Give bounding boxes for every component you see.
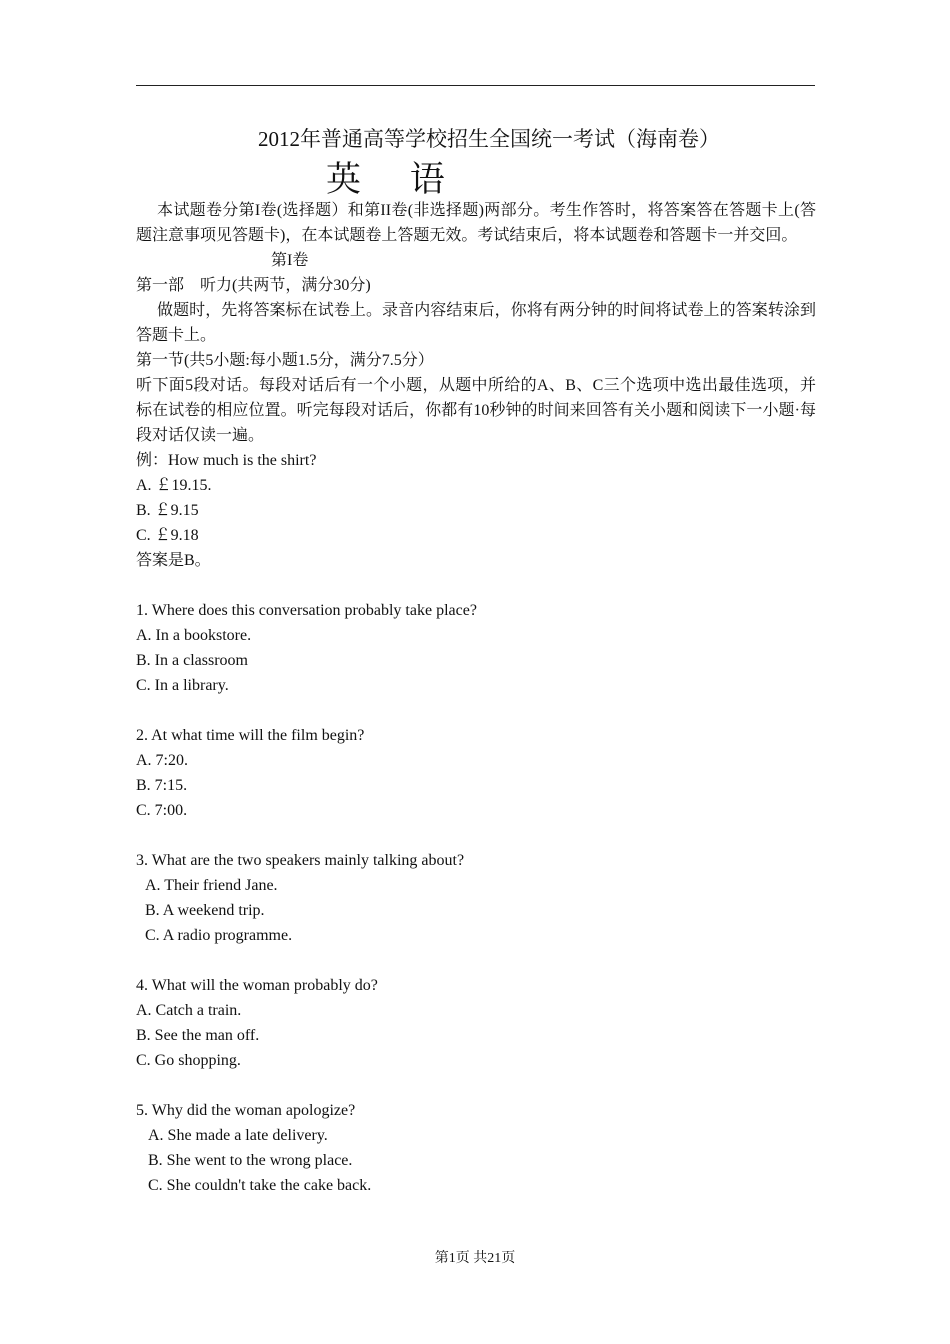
page-indicator: 第1页 共21页 <box>434 1251 516 1266</box>
question-block <box>136 723 816 823</box>
section1-heading: 第一节(共5小题:每小题1.5分，满分7.5分） <box>136 352 434 369</box>
answer-option: A. Their friend Jane. <box>145 877 278 894</box>
intro-paragraph: 本试题卷分第I卷(选择题）和第II卷(非选择题)两部分。考生作答时，将答案答在答题卡上(答题注意事项见答题卡)，在本试题卷上答题无效。考试结束后，将本试题卷和答题卡一并交回。 <box>136 202 816 244</box>
answer-option: A. 7:20. <box>136 752 188 769</box>
question-block <box>136 848 816 948</box>
answer-option: B. A weekend trip. <box>145 902 265 919</box>
question-block <box>136 973 816 1073</box>
answer-option: A. She made a late delivery. <box>148 1127 328 1144</box>
question-block <box>136 1098 816 1198</box>
example-option: C. ￡9.18 <box>136 527 199 544</box>
question-text: 4. What will the woman probably do? <box>136 977 378 994</box>
answer-option: C. 7:00. <box>136 802 188 819</box>
example-option: B. ￡9.15 <box>136 502 199 519</box>
question-text: 5. Why did the woman apologize? <box>136 1102 356 1119</box>
answer-option: C. Go shopping. <box>136 1052 241 1069</box>
question-text: 2. At what time will the film begin? <box>136 727 365 744</box>
section1-instruction: 听下面5段对话。每段对话后有一个小题，从题中所给的A、B、C三个选项中选出最佳选项，并标在试卷的相应位置。听完每段对话后，你都有10秒钟的时间来回答有关小题和阅读下一小题·每段对话仅读一遍。 <box>136 377 816 444</box>
answer-option: C. She couldn't take the cake back. <box>148 1177 372 1194</box>
answer-option: C. In a library. <box>136 677 229 694</box>
answer-option: B. In a classroom <box>136 652 248 669</box>
part1-instruction: 做题时，先将答案标在试卷上。录音内容结束后，你将有两分钟的时间将试卷上的答案转涂到答题卡上。 <box>136 302 816 344</box>
example-option: A. ￡19.15. <box>136 477 212 494</box>
exam-title: 2012年普通高等学校招生全国统一考试（海南卷） <box>258 127 720 151</box>
answer-option: B. She went to the wrong place. <box>148 1152 353 1169</box>
header-rule <box>136 85 815 86</box>
part1-heading: 第一部 听力(共两节，满分30分) <box>136 277 371 294</box>
answer-option: B. See the man off. <box>136 1027 260 1044</box>
answer-option: A. Catch a train. <box>136 1002 242 1019</box>
volume-label: 第I卷 <box>271 252 309 269</box>
exam-content <box>136 198 816 1198</box>
example-block <box>136 448 816 573</box>
example-question: 例：How much is the shirt? <box>136 452 317 469</box>
question-text: 1. Where does this conversation probably take place? <box>136 602 477 619</box>
subject-title: 英 语 <box>326 160 465 199</box>
example-answer: 答案是B。 <box>136 552 211 569</box>
question-text: 3. What are the two speakers mainly talking about? <box>136 852 465 869</box>
answer-option: A. In a bookstore. <box>136 627 252 644</box>
question-block <box>136 598 816 698</box>
answer-option: B. 7:15. <box>136 777 188 794</box>
answer-option: C. A radio programme. <box>145 927 293 944</box>
